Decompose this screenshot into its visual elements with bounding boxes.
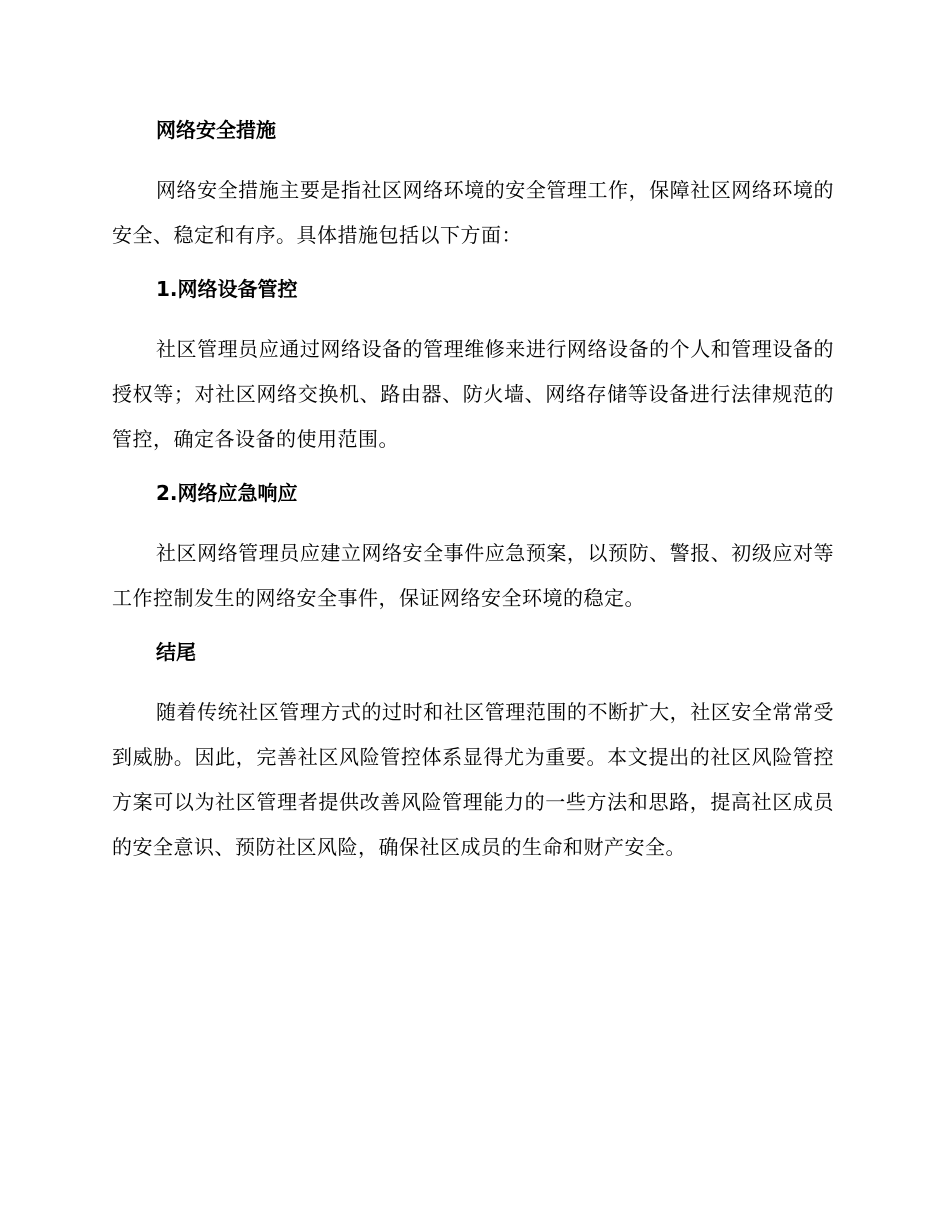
section-paragraph-conclusion: 随着传统社区管理方式的过时和社区管理范围的不断扩大，社区安全常常受到威胁。因此，完善社区风险管控体系显得尤为重要。本文提出的社区风险管控方案可以为社区管理者提供改善风险管理能力的一些方法和思路，提高社区成员的安全意识、预防社区风险，确保社区成员的生命和财产安全。 [112, 700, 834, 859]
section-heading-network-security: 网络安全措施 [156, 118, 276, 142]
section-heading-emergency-response: 2.网络应急响应 [156, 481, 298, 505]
section-paragraph-emergency-response: 社区网络管理员应建立网络安全事件应急预案，以预防、警报、初级应对等工作控制发生的网络安全事件，保证网络安全环境的稳定。 [112, 541, 834, 610]
section-paragraph-device-control: 社区管理员应通过网络设备的管理维修来进行网络设备的个人和管理设备的授权等；对社区网络交换机、路由器、防火墙、网络存储等设备进行法律规范的管控，确定各设备的使用范围。 [112, 337, 834, 451]
document-body [112, 110, 834, 870]
section-heading-device-control: 1.网络设备管控 [156, 277, 298, 301]
section-heading-conclusion: 结尾 [156, 640, 196, 664]
section-paragraph-network-security: 网络安全措施主要是指社区网络环境的安全管理工作，保障社区网络环境的安全、稳定和有序。具体措施包括以下方面： [112, 178, 834, 247]
